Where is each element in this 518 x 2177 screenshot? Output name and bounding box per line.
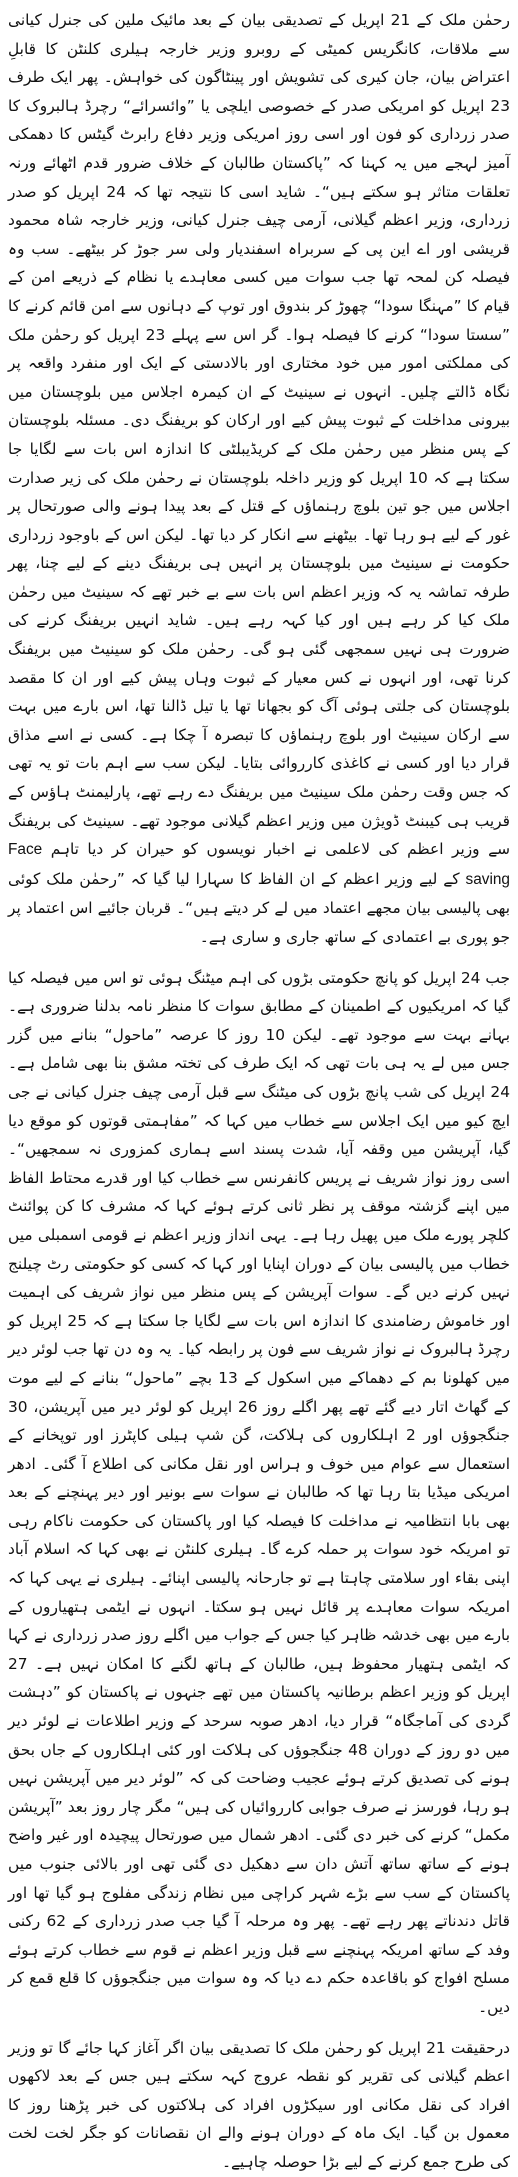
article-paragraph-1 (8, 6, 510, 952)
article-paragraph-2: جب 24 اپریل کو پانچ حکومتی بڑوں کی اہم میٹنگ ہوئی تو اس میں فیصلہ کیا گیا کہ امریکیوں کے اطمینان کے مطابق سوات کا منظر نامہ بدلنا ضروری ہے۔ بہانے بہت سے موجود تھے۔ لیکن 10 روز کا عرصہ ”ماحول“ بنانے میں گزر جس میں لے یہ ہی بات تھی کہ ایک طرف کی تختہ مشق بنا بھی شامل ہے۔ 24 اپریل کی شب پانچ بڑوں کی میٹنگ سے قبل آرمی چیف جنرل کیانی نے جی ایچ کیو میں ایک اجلاس سے خطاب میں کہا کہ ”مفاہمتی قوتوں کو موقع دیا گیا، آپریشن میں وقفہ آیا، شدت پسند اسے ہماری کمزوری نہ سمجھیں“۔ اسی روز نواز شریف نے پریس کانفرنس سے خطاب کیا اور قدرے محتاط الفاظ میں اپنے گزشتہ موقف پر نظر ثانی کرتے ہوئے کہا کہ مشرف کا کن پوائنٹ کلچر پورے ملک میں پھیل رہا ہے۔ یہی انداز وزیر اعظم نے قومی اسمبلی میں خطاب میں پالیسی بیان کے دوران اپنایا اور کہا کہ کسی کو حکومتی رٹ چیلنج نہیں کرنے دیں گے۔ سوات آپریشن کے پس منظر میں نواز شریف کی اہمیت اور خاموش رضامندی کا اندازہ اس بات سے لگایا جا سکتا ہے کہ 25 اپریل کو رچرڈ ہالبروک نے نواز شریف سے فون پر رابطہ کیا۔ یہ وہ دن تھا جب لوئر دیر میں کھلونا بم کے دھماکے میں اسکول کے 13 بچے ”ماحول“ بنانے کے لیے موت کے گھاٹ اتار دیے گئے تھے پھر اگلے روز 26 اپریل کو لوئر دیر میں آپریشن، 30 جنگجوؤں اور 2 اہلکاروں کی ہلاکت، گن شپ ہیلی کاپٹرز اور توپخانے کے استعمال سے عوام میں خوف و ہراس اور نقل مکانی کی اطلاع آ گئی۔ ادھر امریکی میڈیا بتا رہا تھا کہ طالبان نے سوات سے بونیر اور دیر پہنچنے کے بعد بھی بابا انتظامیہ نے مداخلت کا فیصلہ کیا اور پاکستان کی حکومت ناکام رہی تو امریکہ خود سوات پر حملہ کرے گا۔ ہیلری کلنٹن نے بھی کہا کہ اسلام آباد اپنی بقاء اور سلامتی چاہتا ہے تو جارحانہ پالیسی اپنائے۔ ہیلری نے یہی کہا کہ امریکہ سوات معاہدے پر قائل نہیں ہو سکتا۔ انہوں نے ایٹمی ہتھیاروں کے بارے میں بھی خدشہ ظاہر کیا جس کے جواب میں اگلے روز صدر زرداری نے کہا کہ ایٹمی ہتھیار محفوظ ہیں، طالبان کے ہاتھ لگنے کا امکان نہیں ہے۔ 27 اپریل کو وزیر اعظم برطانیہ پاکستان میں تھے جنہوں نے پاکستان کو ”دہشت گردی کی آماجگاہ“ قرار دیا، ادھر صوبہ سرحد کے وزیر اطلاعات نے لوئر دیر میں دو روز کے دوران 48 جنگجوؤں کی ہلاکت اور کئی اہلکاروں کے جاں بحق ہونے کی تصدیق کرتے ہوئے عجیب وضاحت کی کہ ”لوئر دیر میں آپریشن نہیں ہو رہا، فورسز نے صرف جوابی کارروائیاں کی ہیں“ مگر چار روز بعد ”آپریشن مکمل“ کرنے کی خبر دی گئی۔ ادھر شمال میں صورتحال پیچیدہ اور غیر واضح ہونے کے ساتھ ساتھ آتش دان سے دھکیل دی گئی تھی اور بالائی جنوب میں پاکستان کے سب سے بڑے شہر کراچی میں نظام زندگی مفلوج ہو گیا تھا اور قاتل دندناتے پھر رہے تھے۔ پھر وہ مرحلہ آ گیا جب صدر زرداری کے 62 رکنی وفد کے ساتھ امریکہ پہنچنے سے قبل وزیر اعظم نے قوم سے خطاب کرتے ہوئے مسلح افواج کو باقاعدہ حکم دے دیا کہ وہ سوات میں جنگجوؤں کا قلع قمع کر دیں۔ (7, 968, 511, 2016)
article-paragraph-3: درحقیقت 21 اپریل کو رحمٰن ملک کا تصدیقی بیان اگر آغاز کہا جائے گا تو وزیر اعظم گیلانی کی تقریر کو نقطہ عروج کہہ سکتے ہیں جس کے بعد لاکھوں افراد کی نقل مکانی اور سیکڑوں افراد کی ہلاکتوں کی خبر پڑھنا روز کا معمول بن گیا۔ ایک ماہ کے دوران ہونے والے ان نقصانات کو جگر لخت لخت کی طرح جمع کرنے کے لیے بڑا حوصلہ چاہیے۔ (8, 2038, 510, 2171)
latin-phrase: Face saving (8, 841, 510, 888)
paragraph-1-tail: کے لیے وزیر اعظم کے ان الفاظ کا سہارا لیا گیا کہ ”رحمٰن ملک کوئی بھی پالیسی بیان مجھے اعتماد میں لے کر دیتے ہیں“۔ قربان جائیے اس اعتماد پر جو پوری بے اعتمادی کے ساتھ جاری و ساری ہے۔ (8, 869, 510, 946)
paragraph-1-text: رحمٰن ملک کے 21 اپریل کے تصدیقی بیان کے بعد مائیک ملین کی جنرل کیانی سے ملاقات، کانگریس کمیٹی کے روبرو وزیر خارجہ ہیلری کلنٹن کا قابلِ اعتراض بیان، جان کیری کی تشویش اور پینٹاگون کی خواہش۔ پھر ایک طرف 23 اپریل کو امریکی صدر کے خصوصی ایلچی یا ”وائسرائے“ رچرڈ ہالبروک کا صدر زرداری کو فون اور اسی روز امریکی وزیر دفاع رابرٹ گیٹس کا دھمکی آمیز لہجے میں یہ کہنا کہ ”پاکستان طالبان کے خلاف ضرور قدم اٹھائے ورنہ تعلقات متاثر ہو سکتے ہیں“۔ شاید اسی کا نتیجہ تھا کہ 24 اپریل کو صدر زرداری، وزیر اعظم گیلانی، آرمی چیف جنرل کیانی، وزیر خارجہ شاہ محمود قریشی اور اے این پی کے سربراہ اسفندیار ولی سر جوڑ کر بیٹھے۔ سب وہ فیصلہ کن لمحہ تھا جب سوات میں کسی معاہدے یا نظام کے ذریعے امن کے قیام کا ”مہنگا سودا“ چھوڑ کر بندوق اور توپ کے دہانوں سے امن قائم کرنے کا ”سستا سودا“ کرنے کا فیصلہ ہوا۔ گر اس سے پہلے 23 اپریل کو رحمٰن ملک کی مملکتی امور میں خود مختاری اور بالادستی کے ایک اور منفرد واقعہ پر نگاہ ڈالتے چلیں۔ انہوں نے سینیٹ کے ان کیمرہ اجلاس میں بلوچستان میں بیرونی مداخلت کے ثبوت پیش کیے اور ارکان کو بریفنگ دی۔ مسئلہ بلوچستان کے پس منظر میں رحمٰن ملک کے کریڈیبلٹی کا اندازہ اس بات سے لگایا جا سکتا ہے کہ 10 اپریل کو وزیر داخلہ بلوچستان نے رحمٰن ملک کی زیر صدارت اجلاس میں جو تین بلوچ رہنماؤں کے قتل کے بعد پیدا ہونے والی صورتحال پر غور کے لیے ہو رہا تھا۔ بیٹھنے سے انکار کر دیا تھا۔ لیکن اس کے باوجود زرداری حکومت نے سینیٹ میں بلوچستان پر انہیں ہی بریفنگ دینے کے لیے چنا، پھر طرفہ تماشہ یہ کہ وزیر اعظم اس بات سے بے خبر تھے کہ سینیٹ میں رحمٰن ملک کیا کر رہے ہیں اور کیا کہہ رہے ہیں۔ شاید انہیں بریفنگ کرنے کی ضرورت ہی نہیں سمجھی گئی ہو گی۔ رحمٰن ملک کو سینیٹ میں بریفنگ کرنا تھی، اور انہوں نے کس معیار کے ثبوت وہاں پیش کیے اور ان کا مقصد بلوچستان کی جلتی ہوئی آگ کو بجھانا تھا یا تیل ڈالنا تھا، اس بارے میں بہت سے ارکان سینیٹ اور بلوچ رہنماؤں کا تبصرہ آ چکا ہے۔ کسی نے اسے مذاق قرار دیا اور کسی نے کاغذی کارروائی بتایا۔ لیکن سب سے اہم بات تو یہ تھی کہ جس وقت رحمٰن ملک سینیٹ میں بریفنگ دے رہے تھے، پارلیمنٹ ہاؤس کے قریب ہی کیبنٹ ڈویژن میں وزیر اعظم گیلانی موجود تھے۔ سینیٹ کی بریفنگ سے وزیر اعظم کی لاعلمی نے اخبار نویسوں کو حیران کر دیا تاہم (8, 11, 510, 859)
